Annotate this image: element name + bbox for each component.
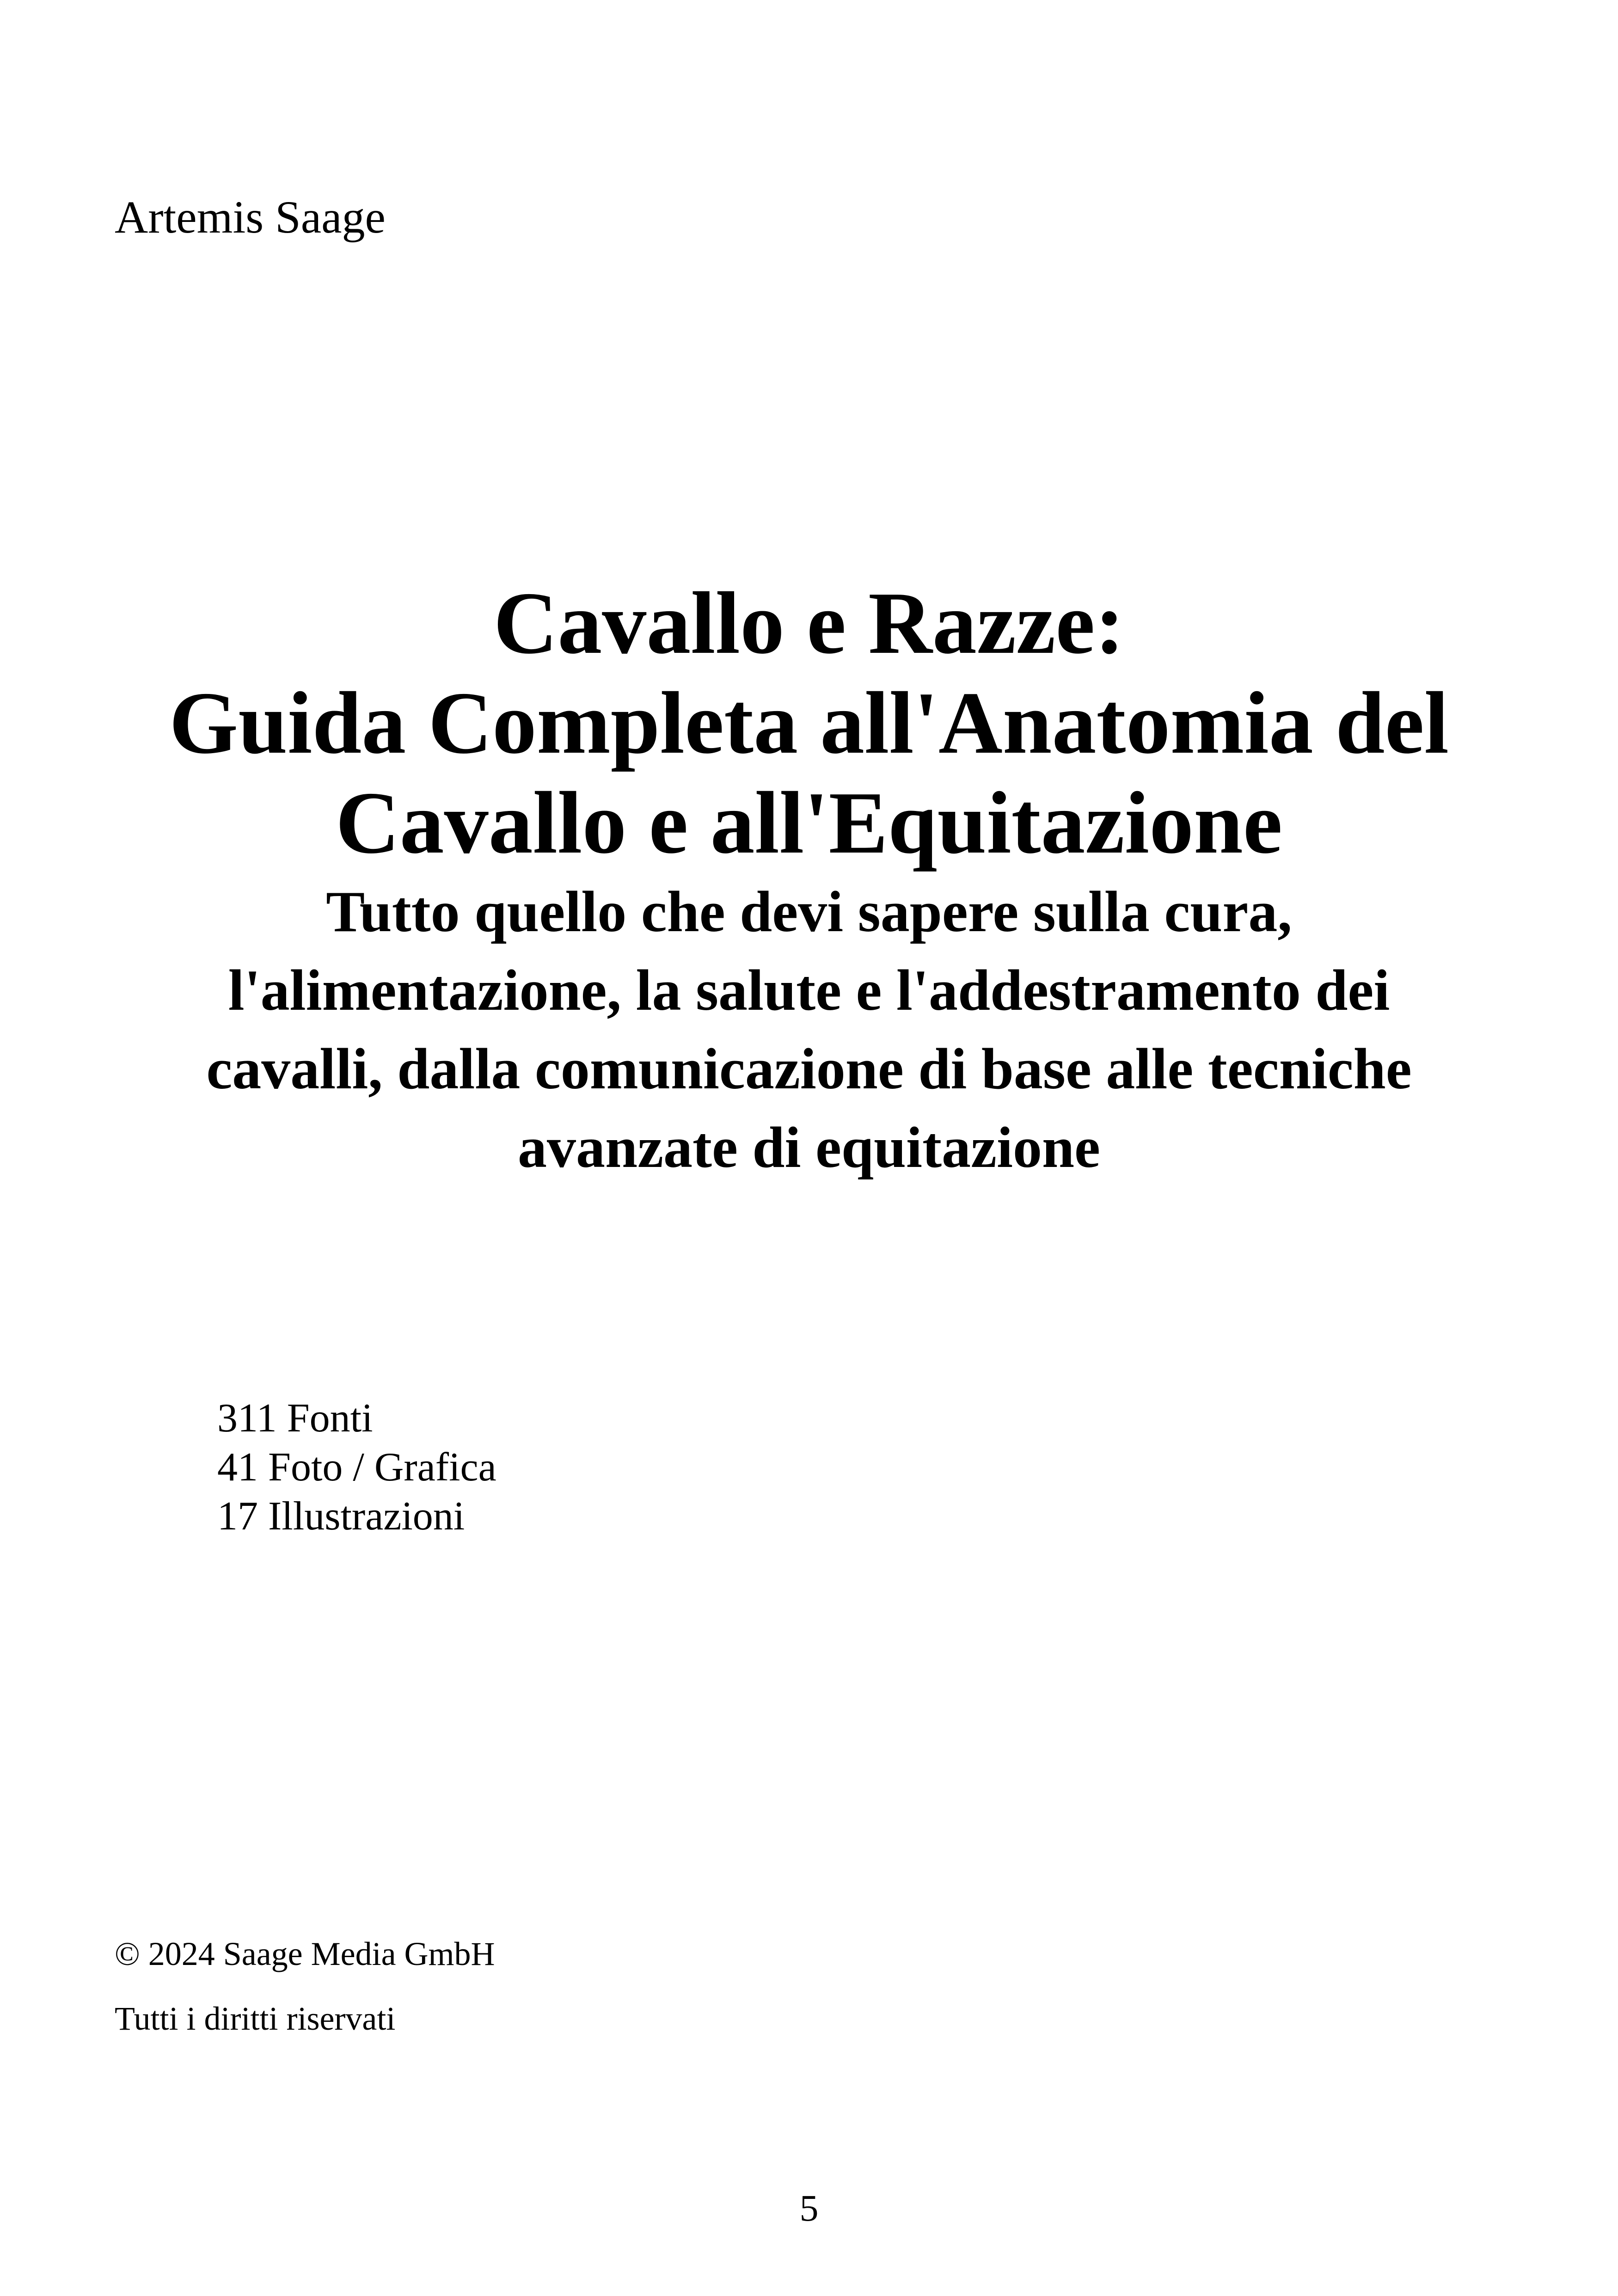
illustrations-count: 17 Illustrazioni xyxy=(217,1494,465,1539)
copyright-notice: © 2024 Saage Media GmbH xyxy=(115,1935,495,1972)
title-line: Guida Completa all'Anatomia del xyxy=(169,674,1449,772)
photos-graphics-count: 41 Foto / Grafica xyxy=(217,1445,496,1490)
rights-notice: Tutti i diritti riservati xyxy=(115,2000,396,2037)
title-line: Cavallo e all'Equitazione xyxy=(335,774,1283,872)
subtitle-line: Tutto quello che devi sapere sulla cura, xyxy=(326,880,1292,944)
title-line: Cavallo e Razze: xyxy=(493,574,1125,672)
book-stats xyxy=(217,1394,496,1541)
title-block xyxy=(69,573,1549,1187)
page-number: 5 xyxy=(799,2187,819,2229)
subtitle-line: cavalli, dalla comunicazione di base alle tecniche xyxy=(206,1037,1412,1101)
author-name: Artemis Saage xyxy=(115,191,386,243)
subtitle-line: l'alimentazione, la salute e l'addestramento dei xyxy=(228,958,1390,1023)
sources-count: 311 Fonti xyxy=(217,1396,373,1441)
subtitle-line: avanzate di equitazione xyxy=(518,1116,1100,1180)
